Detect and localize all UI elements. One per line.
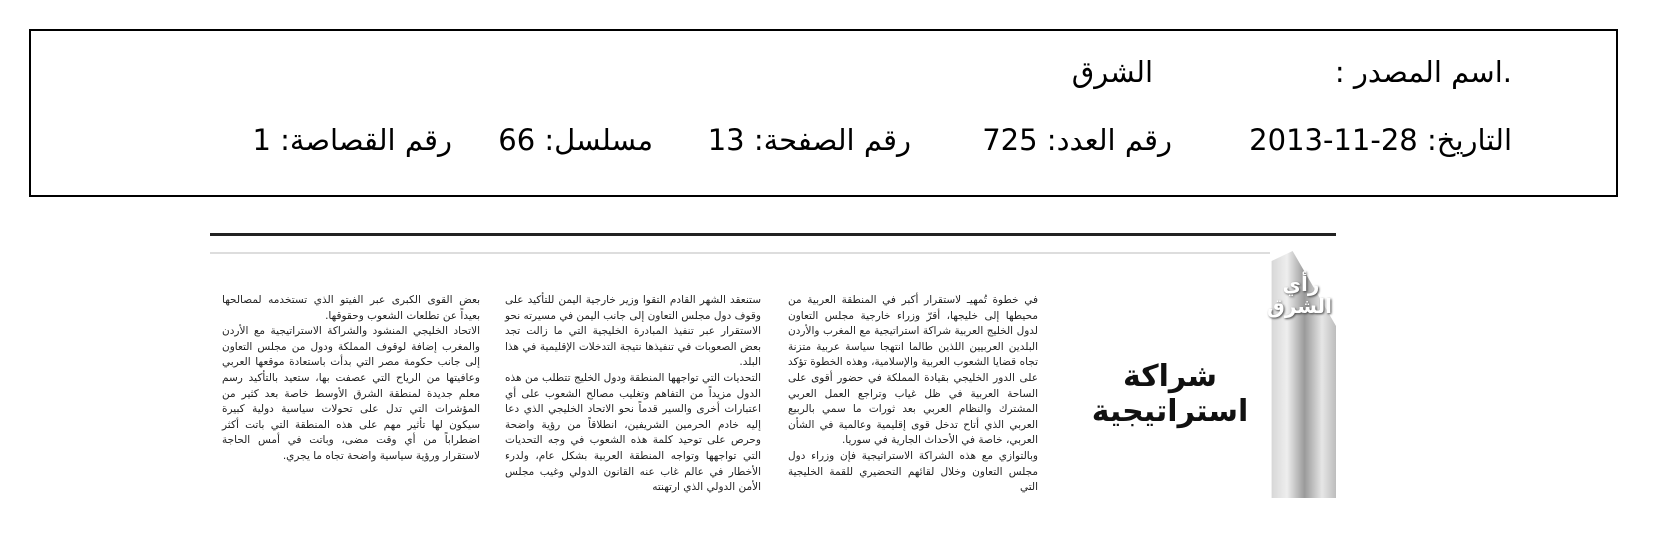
paragraph: وبالتوازي مع هذه الشراكة الاستراتيجية فإن وزراء دول مجلس التعاون وخلال لقائهم التحضيري للقمة الخليجية التي bbox=[788, 449, 1038, 494]
paragraph: في خطوة تُمهيـ لاستقرار أكبر في المنطقة العربية من محيطها إلى خليجها، أقرّ وزراء خارجية مجلس التعاون لدول الخليج العربية شراكة استراتيجية مع المغرب والأردن البلدين العربيين اللذين طالما انتهجا سياسة عربية متزنة تجاه قضايا الشعوب العربية والإسلامية، وهذه الخطوة تؤكد على الدور الخليجي بقيادة المملكة في حضور أقوى على الساحة العربية في ظل غياب وتراجع العمل العربي المشترك والنظام العربي بعد ثورات ما سمي بالربيع العربي الذي أتاح تدخل قوى إقليمية وعالمية في الشأن العربي، خاصة في الأحداث الجارية في سوريا. bbox=[788, 294, 1038, 447]
issue-number-field: رقم العدد: 725 bbox=[982, 123, 1172, 157]
top-rule bbox=[210, 233, 1336, 236]
top-rule-faint bbox=[210, 252, 1270, 254]
paragraph: ستنعقد الشهر القادم التقوا وزير خارجية اليمن للتأكيد على وقوف دول مجلس التعاون إلى جانب اليمن في مسيرته نحو الاستقرار عبر تنفيذ المبادرة الخليجية التي ما زالت تجد بعض الصعوبات في تنفيذها نتيجة التدخلات الإقليمية في هذا البلد. bbox=[505, 294, 761, 369]
badge-line-1: رأي bbox=[1282, 272, 1320, 296]
paragraph: التحديات التي تواجهها المنطقة ودول الخليج تتطلب من هذه الدول مزيداً من التفاهم وتغليب مصالح الشعوب على أي اعتبارات أخرى والسير قدماً نحو الاتحاد الخليجي الذي دعا إليه خادم الحرمين الشريفين، انطلاقاً من رؤية واضحة وحرص على توحيد كلمة هذه الشعوب في وجه التحديات التي تواجهها وتواجه المنطقة العربية بشكل عام، ولدرء الأخطار في عالم غاب عنه القانون الدولي وغيب مجلس الأمن الدولي الذي ارتهنته bbox=[505, 371, 761, 494]
article-column-2 bbox=[505, 293, 761, 496]
source-value: الشرق bbox=[1071, 55, 1153, 89]
article-column-3 bbox=[222, 293, 480, 465]
paragraph: الاتحاد الخليجي المنشود والشراكة الاستراتيجية مع الأردن والمغرب إضافة لوقوف المملكة ودول من مجلس التعاون إلى جانب حكومة مصر التي بدأت باستعادة موقعها العربي وعافيتها من الرياح التي عصفت بها، ستعيد بالتأكيد رسم معلم جديدة لمنطقة الشرق الأوسط خاصة بعد كثير من المؤشرات التي تدل على تحولات سياسية دولية كبيرة سيكون لها تأثير مهم على هذه المنطقة التي باتت أكثر اضطراباً من أي وقت مضى، وباتت في أمس الحاجة لاستقرار ورؤية سياسية واضحة تجاه ما يجري. bbox=[222, 325, 480, 462]
newspaper-clipping bbox=[210, 233, 1336, 498]
paragraph: بعض القوى الكبرى عبر الفيتو الذي تستخدمه لمصالحها بعيداً عن تطلعات الشعوب وحقوقها. bbox=[222, 294, 480, 322]
article-headline: شراكة استراتيجية bbox=[1091, 359, 1249, 429]
source-label: .اسم المصدر : bbox=[1334, 55, 1512, 89]
serial-field: مسلسل: 66 bbox=[498, 123, 653, 157]
clipping-metadata-box bbox=[29, 29, 1618, 197]
date-field: التاريخ: 28-11-2013 bbox=[1249, 123, 1512, 157]
page-number-field: رقم الصفحة: 13 bbox=[707, 123, 911, 157]
article-column-1 bbox=[788, 293, 1038, 496]
opinion-badge-text bbox=[1266, 272, 1332, 318]
badge-line-2: الشرق bbox=[1266, 294, 1332, 318]
clip-number-field: رقم القصاصة: 1 bbox=[252, 123, 452, 157]
